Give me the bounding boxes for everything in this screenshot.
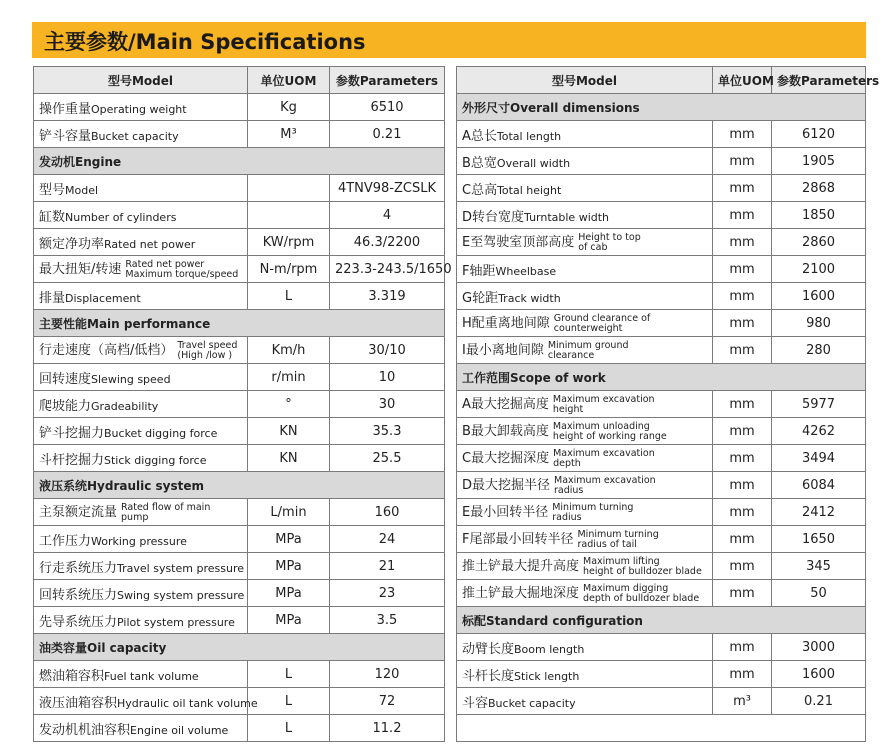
spec-name-en-two-line: [553, 449, 655, 469]
spec-name-cell: [34, 364, 248, 391]
table-row: [34, 202, 445, 229]
header-model: 型号Model: [457, 67, 713, 94]
section-header-row: [34, 148, 445, 175]
spec-value: 120: [330, 661, 445, 688]
section-header-row: [457, 607, 866, 634]
spec-value: 3.5: [330, 607, 445, 634]
spec-name-cell: [457, 526, 713, 553]
spec-name-cell: [457, 310, 713, 337]
table-row: [457, 148, 866, 175]
spec-name-en: Displacement: [65, 291, 141, 305]
spec-name-en-line: pump: [121, 511, 149, 523]
section-header-row: [457, 94, 866, 121]
table-row: [34, 688, 445, 715]
spec-unit: mm: [713, 283, 772, 310]
spec-unit: L: [248, 283, 330, 310]
table-row: [34, 661, 445, 688]
spec-unit: mm: [713, 526, 772, 553]
spec-value: 980: [772, 310, 866, 337]
spec-name-zh: 行走系统压力: [39, 560, 118, 576]
spec-name-en-line: Minimum turning: [552, 501, 634, 513]
empty-row: [457, 715, 866, 742]
spec-name-zh: 工作压力: [39, 533, 92, 549]
table-row: [457, 229, 866, 256]
section-header-row: [457, 364, 866, 391]
spec-name-zh: D转台宽度: [462, 209, 525, 225]
spec-name-zh: 动臂长度: [462, 641, 515, 657]
spec-name-en: Wheelbase: [495, 264, 557, 278]
spec-name-cell: [457, 121, 713, 148]
spec-value: 160: [330, 499, 445, 526]
spec-name-cell: [34, 175, 248, 202]
spec-name-en: Total length: [496, 129, 562, 143]
spec-name-en-line: (High /low ): [177, 349, 233, 361]
spec-unit: mm: [713, 202, 772, 229]
spec-unit: m³: [713, 688, 772, 715]
spec-name-en-line: Maximum digging: [583, 582, 669, 594]
table-row: [34, 94, 445, 121]
spec-unit: N-m/rpm: [248, 256, 330, 283]
spec-name-en-two-line: [553, 395, 655, 415]
spec-unit: mm: [713, 580, 772, 607]
spec-name-zh: E至驾驶室顶部高度: [462, 235, 575, 251]
table-row: [457, 121, 866, 148]
spec-name-cell: [457, 337, 713, 364]
spec-name-zh: I最小离地间隙: [462, 343, 544, 359]
spec-name-en-two-line: [553, 422, 667, 442]
table-header-row: [457, 67, 866, 94]
spec-name-en-two-line: [121, 503, 210, 523]
spec-name-zh: A总长: [462, 128, 497, 144]
spec-name-zh: 斗杆长度: [462, 668, 515, 684]
spec-unit: L: [248, 661, 330, 688]
spec-name-en: Turntable width: [524, 210, 610, 224]
table-row: [457, 418, 866, 445]
spec-name-zh: H配重离地间隙: [462, 316, 550, 332]
spec-name-en: Stick length: [514, 669, 580, 683]
spec-value: 2412: [772, 499, 866, 526]
spec-value: 1905: [772, 148, 866, 175]
spec-name-zh: D最大挖掘半径: [462, 478, 551, 494]
spec-name-en-line: Height to top: [578, 231, 641, 243]
spec-name-cell: [457, 418, 713, 445]
spec-value: 3.319: [330, 283, 445, 310]
spec-name-cell: [34, 580, 248, 607]
spec-unit: mm: [713, 229, 772, 256]
spec-name-zh: 铲斗挖掘力: [39, 425, 105, 441]
section-header-row: [34, 472, 445, 499]
spec-name-zh: 燃油箱容积: [39, 668, 105, 684]
table-row: [457, 310, 866, 337]
table-row: [457, 661, 866, 688]
spec-value: 72: [330, 688, 445, 715]
spec-name-zh: 先导系统压力: [39, 614, 118, 630]
spec-unit: mm: [713, 418, 772, 445]
spec-name-zh: 铲斗容量: [39, 128, 92, 144]
table-row: [457, 634, 866, 661]
spec-name-zh: B最大卸载高度: [462, 424, 549, 440]
spec-name-zh: 发动机机油容积: [39, 722, 131, 738]
spec-unit: Km/h: [248, 337, 330, 364]
table-row: [457, 499, 866, 526]
spec-name-en-line: Rated flow of main: [121, 501, 211, 513]
spec-name-en-line: Rated net power: [125, 258, 205, 270]
table-row: [34, 175, 445, 202]
spec-name-zh: 回转速度: [39, 371, 92, 387]
spec-name-en: Working pressure: [91, 534, 187, 548]
spec-name-cell: [457, 688, 713, 715]
spec-unit: M³: [248, 121, 330, 148]
spec-name-zh: C最大挖掘深度: [462, 451, 550, 467]
spec-value: 280: [772, 337, 866, 364]
spec-name-en-line: counterweight: [553, 322, 623, 334]
spec-name-zh: A最大挖掘高度: [462, 397, 549, 413]
spec-name-cell: [457, 256, 713, 283]
spec-name-en-line: Minimum turning: [577, 528, 659, 540]
section-title: 油类容量Oil capacity: [34, 634, 445, 661]
spec-name-en: Rated net power: [104, 237, 196, 251]
spec-name-zh: 斗杆挖掘力: [39, 452, 105, 468]
table-row: [34, 418, 445, 445]
table-row: [34, 121, 445, 148]
spec-name-en-line: depth of bulldozer blade: [583, 592, 700, 604]
spec-name-cell: [34, 553, 248, 580]
spec-name-en-line: clearance: [547, 349, 595, 361]
spec-name-en-line: Maximum excavation: [554, 474, 656, 486]
spec-name-zh: 操作重量: [39, 101, 92, 117]
spec-value: 11.2: [330, 715, 445, 742]
spec-unit: mm: [713, 661, 772, 688]
spec-name-cell: [457, 202, 713, 229]
table-row: [34, 391, 445, 418]
spec-name-cell: [34, 526, 248, 553]
spec-name-cell: [34, 229, 248, 256]
spec-name-en: Fuel tank volume: [104, 669, 199, 683]
spec-name-zh: 最大扭矩/转速: [39, 262, 122, 278]
spec-name-en-two-line: [552, 503, 633, 523]
table-row: [34, 256, 445, 283]
spec-name-cell: [34, 661, 248, 688]
section-title: 液压系统Hydraulic system: [34, 472, 445, 499]
spec-name-en: Stick digging force: [104, 453, 207, 467]
spec-value: 4: [330, 202, 445, 229]
table-row: [457, 175, 866, 202]
spec-value: 21: [330, 553, 445, 580]
spec-value: 30/10: [330, 337, 445, 364]
table-row: [34, 283, 445, 310]
spec-name-en: Engine oil volume: [130, 723, 229, 737]
spec-name-cell: [34, 94, 248, 121]
spec-name-cell: [457, 634, 713, 661]
table-row: [457, 472, 866, 499]
spec-name-en-two-line: [577, 530, 658, 550]
spec-name-zh: 推土铲最大提升高度: [462, 559, 580, 575]
empty-cell: [457, 715, 866, 742]
spec-unit: mm: [713, 499, 772, 526]
spec-name-en-two-line: [554, 314, 650, 334]
spec-name-zh: F尾部最小回转半径: [462, 532, 574, 548]
spec-value: 2868: [772, 175, 866, 202]
spec-value: 46.3/2200: [330, 229, 445, 256]
header-unit: 单位UOM: [248, 67, 330, 94]
spec-name-zh: 液压油箱容积: [39, 695, 118, 711]
table-row: [34, 337, 445, 364]
table-row: [457, 553, 866, 580]
spec-name-zh: 推土铲最大掘地深度: [462, 586, 580, 602]
spec-name-cell: [34, 337, 248, 364]
spec-value: 0.21: [772, 688, 866, 715]
table-row: [457, 337, 866, 364]
spec-unit: [248, 202, 330, 229]
table-row: [457, 256, 866, 283]
spec-unit: mm: [713, 634, 772, 661]
spec-name-en-line: Travel speed: [177, 339, 238, 351]
spec-name-en-line: Maximum excavation: [552, 393, 655, 405]
spec-name-en-two-line: [578, 233, 641, 253]
spec-name-en-line: Ground clearance of: [553, 312, 651, 324]
spec-value: 6120: [772, 121, 866, 148]
spec-unit: mm: [713, 337, 772, 364]
spec-value: 4TNV98-ZCSLK: [330, 175, 445, 202]
spec-value: 1600: [772, 283, 866, 310]
title-banner: [32, 22, 866, 58]
spec-value: 25.5: [330, 445, 445, 472]
section-title: 发动机Engine: [34, 148, 445, 175]
spec-name-en-two-line: [125, 260, 238, 280]
table-row: [34, 364, 445, 391]
spec-unit: mm: [713, 256, 772, 283]
spec-value: 5977: [772, 391, 866, 418]
spec-unit: MPa: [248, 526, 330, 553]
spec-name-zh: 型号: [39, 182, 66, 198]
table-row: [34, 229, 445, 256]
table-row: [34, 526, 445, 553]
section-header-row: [34, 634, 445, 661]
spec-name-cell: [34, 391, 248, 418]
spec-name-en: Pilot system pressure: [117, 615, 235, 629]
spec-name-zh: 行走速度（高档/低档）: [39, 343, 174, 359]
table-row: [34, 445, 445, 472]
table-row: [34, 553, 445, 580]
header-model: 型号Model: [34, 67, 248, 94]
spec-name-en: Model: [65, 183, 99, 197]
spec-unit: L: [248, 688, 330, 715]
spec-name-en-line: depth: [553, 457, 581, 469]
spec-value: 0.21: [330, 121, 445, 148]
spec-name-en-line: Maximum unloading: [552, 420, 650, 432]
spec-name-cell: [34, 202, 248, 229]
spec-name-en-two-line: [177, 341, 237, 361]
spec-name-zh: 额定净功率: [39, 236, 105, 252]
spec-name-en-line: height of bulldozer blade: [583, 565, 702, 577]
spec-name-en: Boom length: [514, 642, 585, 656]
spec-name-cell: [34, 715, 248, 742]
spec-table-right: [456, 66, 880, 742]
spec-name-en: Slewing speed: [91, 372, 171, 386]
spec-name-en-line: Maximum excavation: [553, 447, 655, 459]
spec-name-cell: [457, 580, 713, 607]
spec-name-en-two-line: [554, 476, 656, 496]
spec-name-en-line: height of working range: [552, 430, 667, 442]
spec-name-en-two-line: [548, 341, 629, 361]
spec-name-en-line: radius: [552, 511, 582, 523]
spec-name-zh: 主泵额定流量: [39, 505, 118, 521]
spec-name-zh: 回转系统压力: [39, 587, 118, 603]
spec-unit: L/min: [248, 499, 330, 526]
spec-unit: MPa: [248, 607, 330, 634]
spec-unit: °: [248, 391, 330, 418]
spec-value: 6510: [330, 94, 445, 121]
spec-value: 3494: [772, 445, 866, 472]
table-row: [34, 499, 445, 526]
spec-name-cell: [34, 607, 248, 634]
spec-name-en-line: Maximum torque/speed: [125, 268, 239, 280]
spec-name-zh: B总宽: [462, 155, 497, 171]
section-title: 外形尺寸Overall dimensions: [457, 94, 866, 121]
header-unit: 单位UOM: [713, 67, 772, 94]
spec-name-en: Bucket capacity: [488, 696, 576, 710]
table-row: [34, 607, 445, 634]
spec-name-en: Travel system pressure: [117, 561, 244, 575]
spec-name-en-two-line: [583, 584, 699, 604]
spec-unit: MPa: [248, 580, 330, 607]
page-title: 主要参数/Main Specifications: [44, 30, 366, 54]
spec-name-zh: 爬坡能力: [39, 398, 92, 414]
spec-value: 2860: [772, 229, 866, 256]
spec-name-en: Total height: [497, 183, 562, 197]
spec-name-cell: [34, 445, 248, 472]
spec-name-en: Swing system pressure: [117, 588, 245, 602]
section-title: 主要性能Main performance: [34, 310, 445, 337]
spec-unit: mm: [713, 445, 772, 472]
spec-value: 1600: [772, 661, 866, 688]
spec-value: 30: [330, 391, 445, 418]
spec-name-cell: [457, 553, 713, 580]
spec-name-en-line: of cab: [578, 241, 608, 253]
spec-name-en: Overall width: [496, 156, 571, 170]
spec-name-en-line: Maximum lifting: [583, 555, 660, 567]
spec-unit: MPa: [248, 553, 330, 580]
table-row: [457, 283, 866, 310]
spec-name-zh: 斗容: [462, 695, 489, 711]
spec-name-cell: [457, 472, 713, 499]
spec-unit: mm: [713, 310, 772, 337]
spec-value: 35.3: [330, 418, 445, 445]
spec-value: 4262: [772, 418, 866, 445]
spec-unit: KN: [248, 418, 330, 445]
spec-name-en: Number of cylinders: [65, 210, 177, 224]
spec-name-en-line: radius of tail: [577, 538, 637, 550]
spec-unit: mm: [713, 175, 772, 202]
spec-value: 1850: [772, 202, 866, 229]
spec-name-cell: [457, 283, 713, 310]
table-row: [457, 526, 866, 553]
spec-name-zh: E最小回转半径: [462, 505, 549, 521]
header-parameters: 参数Parameters: [330, 67, 445, 94]
table-row: [457, 202, 866, 229]
spec-value: 3000: [772, 634, 866, 661]
spec-name-en: Bucket capacity: [91, 129, 179, 143]
spec-unit: mm: [713, 553, 772, 580]
spec-value: 10: [330, 364, 445, 391]
table-row: [457, 580, 866, 607]
table-row: [457, 445, 866, 472]
table-row: [34, 580, 445, 607]
spec-value: 24: [330, 526, 445, 553]
spec-name-cell: [457, 391, 713, 418]
spec-name-cell: [457, 229, 713, 256]
spec-value: 2100: [772, 256, 866, 283]
table-row: [457, 688, 866, 715]
spec-unit: KW/rpm: [248, 229, 330, 256]
spec-name-zh: C总高: [462, 182, 498, 198]
spec-name-en: Gradeability: [91, 399, 159, 413]
section-title: 工作范围Scope of work: [457, 364, 866, 391]
spec-name-cell: [34, 121, 248, 148]
spec-table-left: [33, 66, 452, 742]
spec-value: 223.3-243.5/1650: [330, 256, 445, 283]
spec-name-zh: F轴距: [462, 263, 496, 279]
table-header-row: [34, 67, 445, 94]
spec-name-cell: [34, 418, 248, 445]
spec-name-cell: [457, 148, 713, 175]
header-parameters: 参数Parameters: [772, 67, 866, 94]
spec-name-cell: [457, 499, 713, 526]
spec-value: 50: [772, 580, 866, 607]
spec-unit: [248, 175, 330, 202]
section-title: 标配Standard configuration: [457, 607, 866, 634]
section-header-row: [34, 310, 445, 337]
spec-name-cell: [457, 445, 713, 472]
spec-name-en-line: radius: [554, 484, 584, 496]
spec-value: 1650: [772, 526, 866, 553]
spec-name-en: Track width: [498, 291, 561, 305]
spec-name-zh: G轮距: [462, 290, 499, 306]
spec-value: 6084: [772, 472, 866, 499]
spec-unit: mm: [713, 472, 772, 499]
spec-name-en-line: Minimum ground: [547, 339, 629, 351]
spec-name-cell: [34, 283, 248, 310]
spec-name-en: Operating weight: [91, 102, 187, 116]
spec-name-zh: 排量: [39, 290, 66, 306]
spec-name-en: Hydraulic oil tank volume: [117, 696, 258, 710]
spec-unit: mm: [713, 121, 772, 148]
spec-name-cell: [34, 256, 248, 283]
spec-unit: mm: [713, 148, 772, 175]
spec-name-en-two-line: [583, 557, 702, 577]
spec-name-en: Bucket digging force: [104, 426, 218, 440]
table-row: [34, 715, 445, 742]
spec-value: 23: [330, 580, 445, 607]
spec-unit: r/min: [248, 364, 330, 391]
spec-name-cell: [34, 688, 258, 715]
spec-unit: L: [248, 715, 330, 742]
spec-name-en-line: height: [552, 403, 584, 415]
spec-name-cell: [457, 175, 713, 202]
spec-name-zh: 缸数: [39, 209, 66, 225]
spec-value: 345: [772, 553, 866, 580]
spec-name-cell: [34, 499, 248, 526]
spec-unit: KN: [248, 445, 330, 472]
spec-unit: Kg: [248, 94, 330, 121]
table-row: [457, 391, 866, 418]
spec-name-cell: [457, 661, 713, 688]
spec-unit: mm: [713, 391, 772, 418]
